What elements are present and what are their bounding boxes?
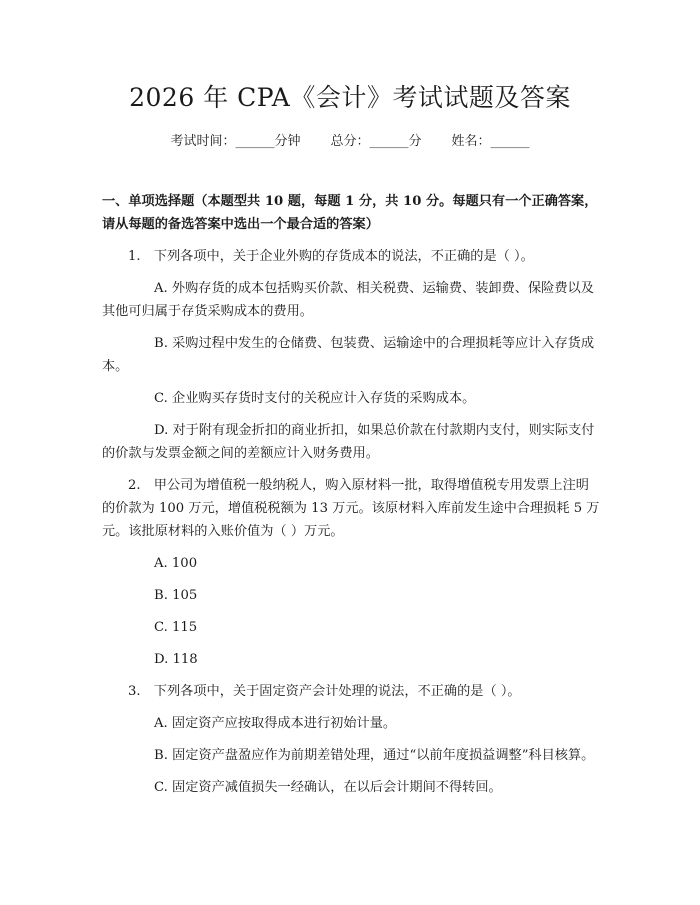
total-score-label: 总分：______分 <box>330 134 422 149</box>
question-3-option-b: B. 固定资产盘盈应作为前期差错处理，通过“以前年度损益调整”科目核算。 <box>154 748 595 763</box>
question-2-option-a: A. 100 <box>154 556 198 571</box>
question-3: 3. 下列各项中，关于固定资产会计处理的说法，不正确的是（ ）。 <box>128 684 521 699</box>
name-label: 姓名：______ <box>451 134 530 149</box>
question-2-option-d: D. 118 <box>154 652 198 667</box>
question-1-option-d: D. 对于附有现金折扣的商业折扣，如果总价款在付款期内支付，则实际支付的价款与发票金额之间的差额应计入财务费用。 <box>102 423 595 461</box>
exam-time-label: 考试时间：______分钟 <box>170 134 301 149</box>
page-title: 2026 年 CPA《会计》考试试题及答案 <box>129 83 571 112</box>
question-3-option-c: C. 固定资产减值损失一经确认，在以后会计期间不得转回。 <box>154 780 502 795</box>
exam-meta-line <box>0 132 700 152</box>
question-2-option-c: C. 115 <box>154 620 198 635</box>
section-heading: 一、单项选择题（本题型共 10 题，每题 1 分，共 10 分。每题只有一个正确答案，请从每题的备选答案中选出一个最合适的答案） <box>102 194 598 232</box>
question-3-option-a: A. 固定资产应按取得成本进行初始计量。 <box>154 716 397 731</box>
question-1-option-a: A. 外购存货的成本包括购买价款、相关税费、运输费、装卸费、保险费以及其他可归属于存货采购成本的费用。 <box>102 281 594 319</box>
exam-content <box>102 190 600 808</box>
question-1-option-b: B. 采购过程中发生的仓储费、包装费、运输途中的合理损耗等应计入存货成本。 <box>102 336 595 374</box>
question-2: 2. 甲公司为增值税一般纳税人，购入原材料一批，取得增值税专用发票上注明的价款为 100 万元，增值税税额为 13 万元。该原材料入库前发生途中合理损耗 5 万元。该批原材料的入账价值为（ ）万元。 <box>102 478 600 539</box>
question-1: 1. 下列各项中，关于企业外购的存货成本的说法，不正确的是（ ）。 <box>128 249 534 264</box>
question-2-option-b: B. 105 <box>154 588 198 603</box>
question-1-option-c: C. 企业购买存货时支付的关税应计入存货的采购成本。 <box>154 391 476 406</box>
